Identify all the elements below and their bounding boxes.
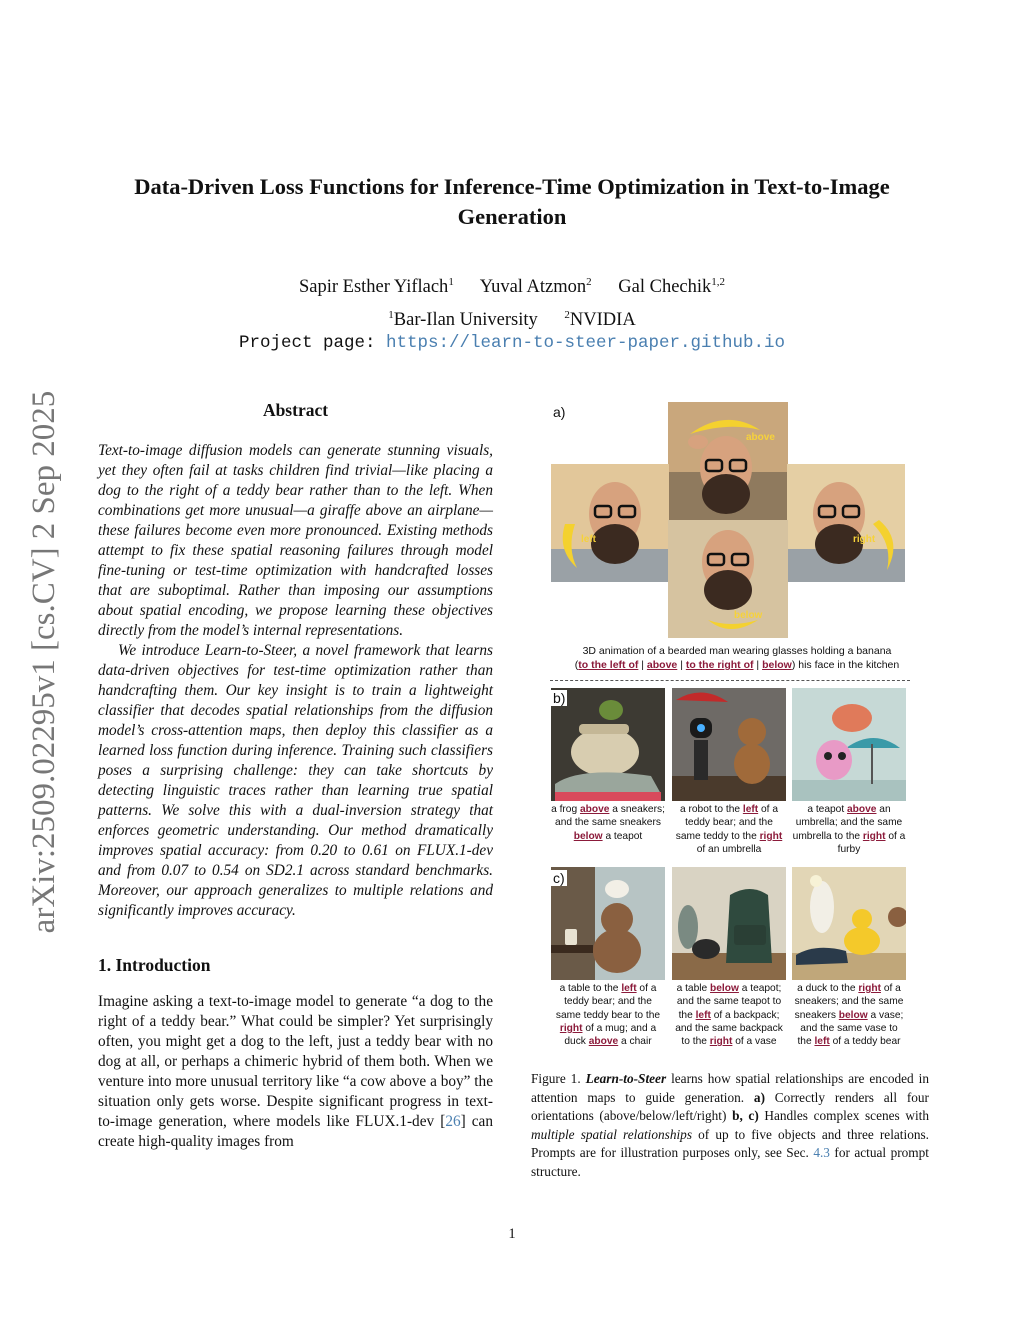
panel-divider — [550, 680, 910, 681]
affiliations — [0, 301, 1024, 334]
caption-b2 — [672, 803, 786, 856]
author-name: Yuval Atzmon — [479, 277, 587, 298]
relation-highlight: right — [559, 1022, 583, 1034]
panel-a-caption — [545, 644, 929, 672]
man-banana-left-image — [551, 464, 669, 582]
caption-b3 — [792, 803, 906, 856]
figure-1-caption — [531, 1070, 929, 1182]
author-names — [0, 268, 1024, 301]
direction-label-right: right — [853, 534, 876, 545]
image-left — [551, 464, 669, 582]
relation-highlight: to the left of — [578, 659, 639, 671]
relation-highlight: left — [621, 983, 637, 994]
caption-text: a chair — [618, 1036, 652, 1048]
caption-text: an umbrella; and the same umbrella to the — [792, 804, 903, 842]
author-affil-mark: 1 — [448, 276, 454, 288]
caption-c1 — [551, 982, 665, 1048]
caption-c3 — [792, 982, 906, 1048]
caption-text: a robot to the — [680, 804, 743, 815]
project-page-link[interactable]: https://learn-to-steer-paper.github.io — [385, 333, 786, 353]
caption-text: a teapot — [807, 804, 848, 815]
section-ref-link[interactable]: 4.3 — [813, 1145, 830, 1161]
image-teapot-umbrella — [792, 688, 906, 801]
teapot-umbrella-image — [792, 688, 906, 801]
backpack-teapot-image — [672, 867, 786, 980]
introduction-paragraph — [98, 992, 493, 1152]
caption-text: of an umbrella — [696, 843, 762, 855]
author-affil-mark: 2 — [586, 276, 592, 288]
citation-link[interactable]: 26 — [445, 1113, 461, 1130]
relation-highlight: left — [814, 1036, 830, 1048]
duck-sneakers-image — [792, 867, 906, 980]
caption-text: of a teddy bear; and the same teddy bear to the — [555, 983, 661, 1021]
relation-highlight: below — [762, 659, 792, 671]
caption-text: ) his face in the kitchen — [791, 659, 900, 671]
caption-text: of a vase — [732, 1036, 777, 1048]
caption-emphasis: multiple spatial relationships — [531, 1126, 692, 1142]
image-backpack-teapot — [672, 867, 786, 980]
affil-num: 1 — [388, 309, 394, 322]
caption-text: a duck to the — [797, 983, 859, 994]
caption-text: | — [753, 659, 763, 671]
robot-teddy-image — [672, 688, 786, 801]
arxiv-stamp: arXiv:2509.02295v1 [cs.CV] 2 Sep 2025 — [26, 390, 62, 934]
page-number: 1 — [508, 1226, 516, 1242]
caption-text: Correctly renders all four orientations (above/below/left/right) — [531, 1089, 929, 1124]
caption-text: | — [638, 659, 647, 671]
relation-highlight: above — [646, 659, 678, 671]
relation-highlight: right — [862, 830, 886, 842]
project-page-label: Project page: — [238, 333, 386, 353]
man-banana-below-image — [668, 520, 788, 638]
author-name: Gal Chechik — [618, 277, 712, 298]
project-page-line — [0, 333, 1024, 353]
affil-name: Bar-Ilan University — [393, 310, 538, 331]
caption-panel-ref: a) — [753, 1089, 765, 1105]
left-column — [98, 400, 493, 1152]
method-name: Learn-to-Steer — [585, 1071, 667, 1086]
relation-highlight: above — [579, 804, 610, 815]
affil-name: NVIDIA — [569, 310, 636, 331]
relation-highlight: below — [573, 830, 603, 842]
introduction-heading: 1. Introduction — [98, 955, 211, 975]
caption-text: a sneakers; and the same sneakers — [555, 804, 665, 829]
caption-text: a teapot; and the same teapot to the — [676, 983, 782, 1021]
panel-label-c: c) — [553, 870, 565, 886]
caption-text: of a teddy bear — [829, 1036, 901, 1048]
image-above — [668, 402, 788, 520]
relation-highlight: above — [847, 804, 877, 815]
image-below — [668, 520, 788, 638]
intro-text: Imagine asking a text-to-image model to generate “a dog to the right of a teddy bear.” What could be simpler? Yet surprisingly often, you might get a dog to the left, just a teddy bear with no dog at all, or perhaps a chimeric hybrid of them both. When we venture into more unusual territory like “a cow above a boy” the situation only gets worse. Despite significant progress in text-to-image generation, where models like FLUX.1-dev [ — [98, 993, 493, 1130]
image-robot-teddy — [672, 688, 786, 801]
affil-num: 2 — [564, 309, 570, 322]
teddy-chair-image — [551, 867, 665, 980]
relation-highlight: below — [838, 1009, 868, 1021]
caption-text: ( — [574, 659, 579, 671]
caption-c2 — [672, 982, 786, 1048]
image-right — [787, 464, 905, 582]
caption-text: of a teddy bear; and the same teddy to the — [675, 804, 778, 842]
direction-label-below: below — [734, 610, 763, 621]
relation-highlight: right — [759, 830, 783, 842]
caption-text: Handles complex scenes with — [758, 1108, 929, 1124]
direction-label-left: left — [581, 534, 596, 545]
abstract-paragraph-1: Text-to-image diffusion models can generate stunning visuals, yet they often fail at tasks children find trivial—like placing a dog to the right of a teddy bear rather than to the left. When combinations get more unusual—a giraffe above an airplane—these failures become even more pronounced. Existing methods attempt to fix these spatial reasoning failures through model fine-tuning or test-time optimization with handcrafted losses that are suboptimal. Rather than imposing our assumptions about spatial encoding, we propose learning these objectives directly from the model’s internal representations. — [98, 442, 493, 639]
abstract-paragraph-2: We introduce Learn-to-Steer, a novel framework that learns data-driven objectives for test-time optimization rather than handcrafting them. Our key insight is to train a lightweight classifier that decodes spatial relationships from the diffusion model’s cross-attention maps, then deploy this classifier as a learned loss function during inference. Training such classifiers poses a surprising challenge: they can take shortcuts by detecting linguistic traces rather than learning true spatial patterns. We solve this with a dual-inversion strategy that enforces geometric understanding. Our method dramatically improves spatial accuracy: from 0.20 to 0.61 on FLUX.1-dev and from 0.07 to 0.54 on SD2.1 across standard benchmarks. Moreover, our approach generalizes to multiple relations and significantly improves accuracy. — [98, 642, 493, 919]
relation-highlight: above — [588, 1036, 619, 1048]
panel-a-caption-line-2 — [545, 658, 929, 672]
caption-text: of a furby — [837, 830, 906, 855]
caption-text: for actual prompt structure. — [531, 1145, 929, 1179]
paper-title: Data-Driven Loss Functions for Inference-Time Optimization in Text-to-Image Generation — [134, 174, 890, 229]
author-block — [0, 268, 1024, 334]
caption-text: a vase; and the same vase to the — [797, 1009, 904, 1048]
panel-label-b: b) — [553, 690, 566, 706]
caption-text: of a mug; and a duck — [564, 1022, 657, 1048]
intro-text: ] can create high-quality images from — [98, 1113, 493, 1150]
caption-text: a table — [676, 983, 711, 994]
relation-highlight: right — [858, 983, 881, 994]
image-frog-teapot — [551, 688, 665, 801]
relation-highlight: left — [695, 1009, 711, 1021]
relation-highlight: left — [742, 804, 759, 815]
image-teddy-chair — [551, 867, 665, 980]
caption-b1 — [551, 803, 665, 843]
relation-highlight: to the right of — [685, 659, 754, 671]
caption-text: | — [677, 659, 686, 671]
caption-text: of up to five objects and three relations. Prompts are for illustration purposes only, see Sec. — [531, 1126, 929, 1161]
caption-text: of a backpack; and the same backpack to the — [675, 1009, 783, 1048]
author-name: Sapir Esther Yiflach — [298, 277, 449, 298]
caption-text: a table to the — [559, 983, 622, 994]
caption-panel-ref: b, c) — [732, 1108, 759, 1124]
author-affil-mark: 1,2 — [711, 276, 726, 288]
image-duck-sneakers — [792, 867, 906, 980]
panel-label-a: a) — [553, 404, 566, 420]
man-banana-above-image — [668, 402, 788, 520]
panel-a-caption-line-1: 3D animation of a bearded man wearing glasses holding a banana — [582, 645, 892, 657]
figure-label: Figure 1. — [531, 1071, 586, 1086]
caption-text: of a sneakers; and the same sneakers — [794, 983, 904, 1021]
frog-teapot-image — [551, 688, 665, 801]
caption-text: a frog — [551, 804, 580, 815]
caption-text: a teapot — [602, 830, 643, 842]
relation-highlight: right — [709, 1036, 733, 1048]
abstract-heading: Abstract — [262, 400, 329, 420]
man-banana-right-image — [787, 464, 905, 582]
relation-highlight: below — [710, 983, 739, 994]
direction-label-above: above — [746, 432, 775, 443]
caption-text: learns how spatial relationships are encoded in attention maps to guide generation. — [531, 1071, 930, 1105]
